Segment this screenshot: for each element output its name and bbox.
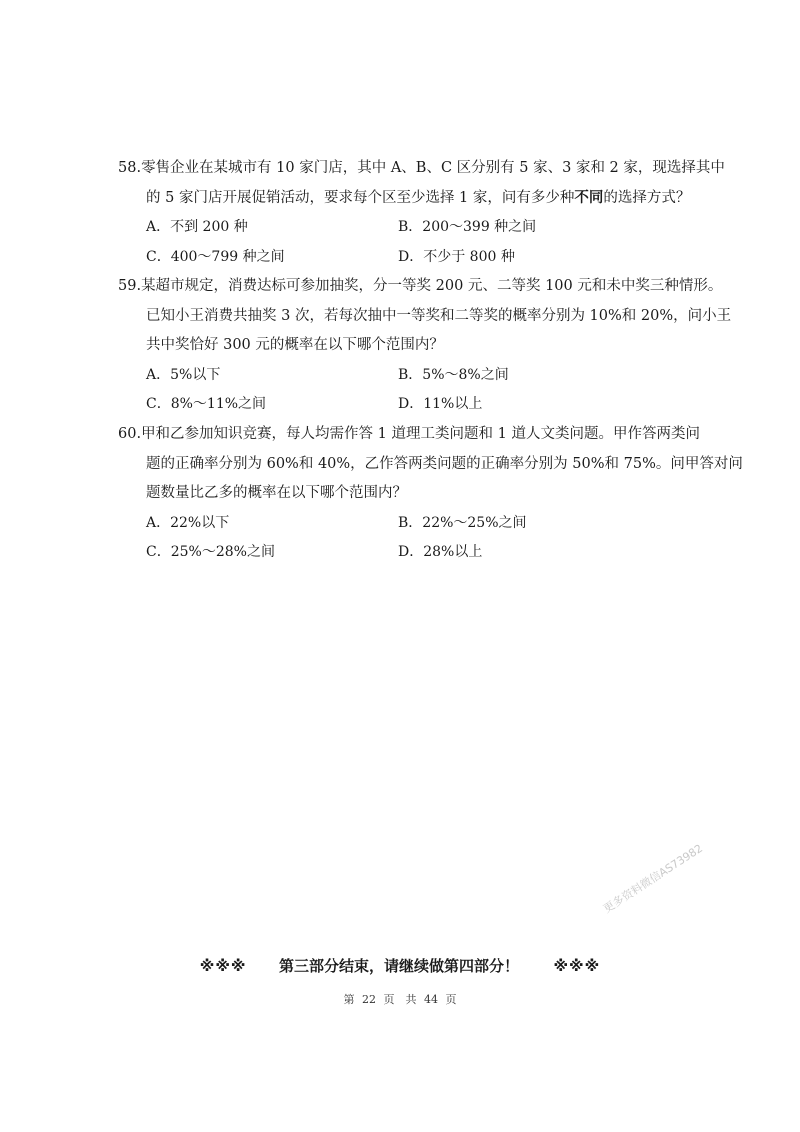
question-59-option-c: C．8%～11%之间 <box>146 396 267 412</box>
question-58-stem-line1 <box>118 154 725 184</box>
question-60 <box>118 420 743 568</box>
question-59-option-b: B．5%～8%之间 <box>398 366 509 383</box>
reference-mark-right: ※※※ <box>553 957 601 975</box>
question-58-option-c: C．400～799 种之间 <box>146 248 285 265</box>
question-58-options-row1 <box>118 213 708 243</box>
question-60-number: 60. <box>118 426 142 442</box>
question-58-option-d: D．不少于 800 种 <box>398 248 515 265</box>
question-60-option-b: B．22%～25%之间 <box>398 514 527 531</box>
section-end-text: 第三部分结束，请继续做第四部分！ <box>278 957 519 975</box>
question-59-option-a: A．5%以下 <box>146 366 221 383</box>
question-60-option-c: C．25%～28%之间 <box>146 544 275 560</box>
question-58-option-b: B．200～399 种之间 <box>398 219 537 235</box>
question-58 <box>118 154 725 272</box>
question-58-emphasis: 不同 <box>574 189 604 206</box>
question-59-stem-line1 <box>118 272 723 302</box>
question-59-number: 59. <box>118 278 142 294</box>
question-58-stem-text-1: 零售企业在某城市有 10 家门店，其中 A、B、C 区分别有 5 家、3 家和 2 家，现选择其中 <box>141 160 725 176</box>
question-60-option-a: A．22%以下 <box>146 514 230 531</box>
question-59-stem-text-1: 某超市规定，消费达标可参加抽奖，分一等奖 200 元、二等奖 100 元和未中奖三种情形。 <box>141 278 723 294</box>
question-60-options-row2 <box>118 538 708 568</box>
section-end-banner <box>0 955 800 976</box>
question-59 <box>118 272 732 420</box>
question-58-options-row2 <box>118 243 708 273</box>
question-60-stem-line1 <box>118 420 708 450</box>
page-footer: 第 22 页 共 44 页 <box>343 993 457 1006</box>
question-59-option-d: D．11%以上 <box>398 396 483 412</box>
question-60-stem-text-1: 甲和乙参加知识竞赛，每人均需作答 1 道理工类问题和 1 道人文类问题。甲作答两类问 <box>141 426 700 442</box>
question-58-stem-text-2a: 的 5 家门店开展促销活动，要求每个区至少选择 1 家，问有多少种 <box>146 189 575 206</box>
question-60-stem-line2: 题的正确率分别为 60%和 40%，乙作答两类问题的正确率分别为 50%和 75%。问甲答对问 <box>146 455 743 472</box>
question-58-stem-line2 <box>118 184 708 214</box>
watermark-text: 更多资料微信AS73982 <box>601 841 706 916</box>
question-60-option-d: D．28%以上 <box>398 544 483 560</box>
question-58-option-a: A．不到 200 种 <box>146 219 248 235</box>
question-59-stem-line3: 共中奖恰好 300 元的概率在以下哪个范围内？ <box>146 337 444 353</box>
question-59-options-row1 <box>118 361 708 391</box>
question-60-options-row1 <box>118 509 708 539</box>
reference-mark-left: ※※※ <box>199 957 247 975</box>
question-59-stem-line2: 已知小王消费共抽奖 3 次，若每次抽中一等奖和二等奖的概率分别为 10%和 20%，问小王 <box>146 307 732 324</box>
question-58-stem-text-2b: 的选择方式？ <box>603 189 691 206</box>
question-58-number: 58. <box>118 160 142 176</box>
question-59-options-row2 <box>118 390 708 420</box>
question-60-stem-line3: 题数量比乙多的概率在以下哪个范围内？ <box>146 485 407 501</box>
